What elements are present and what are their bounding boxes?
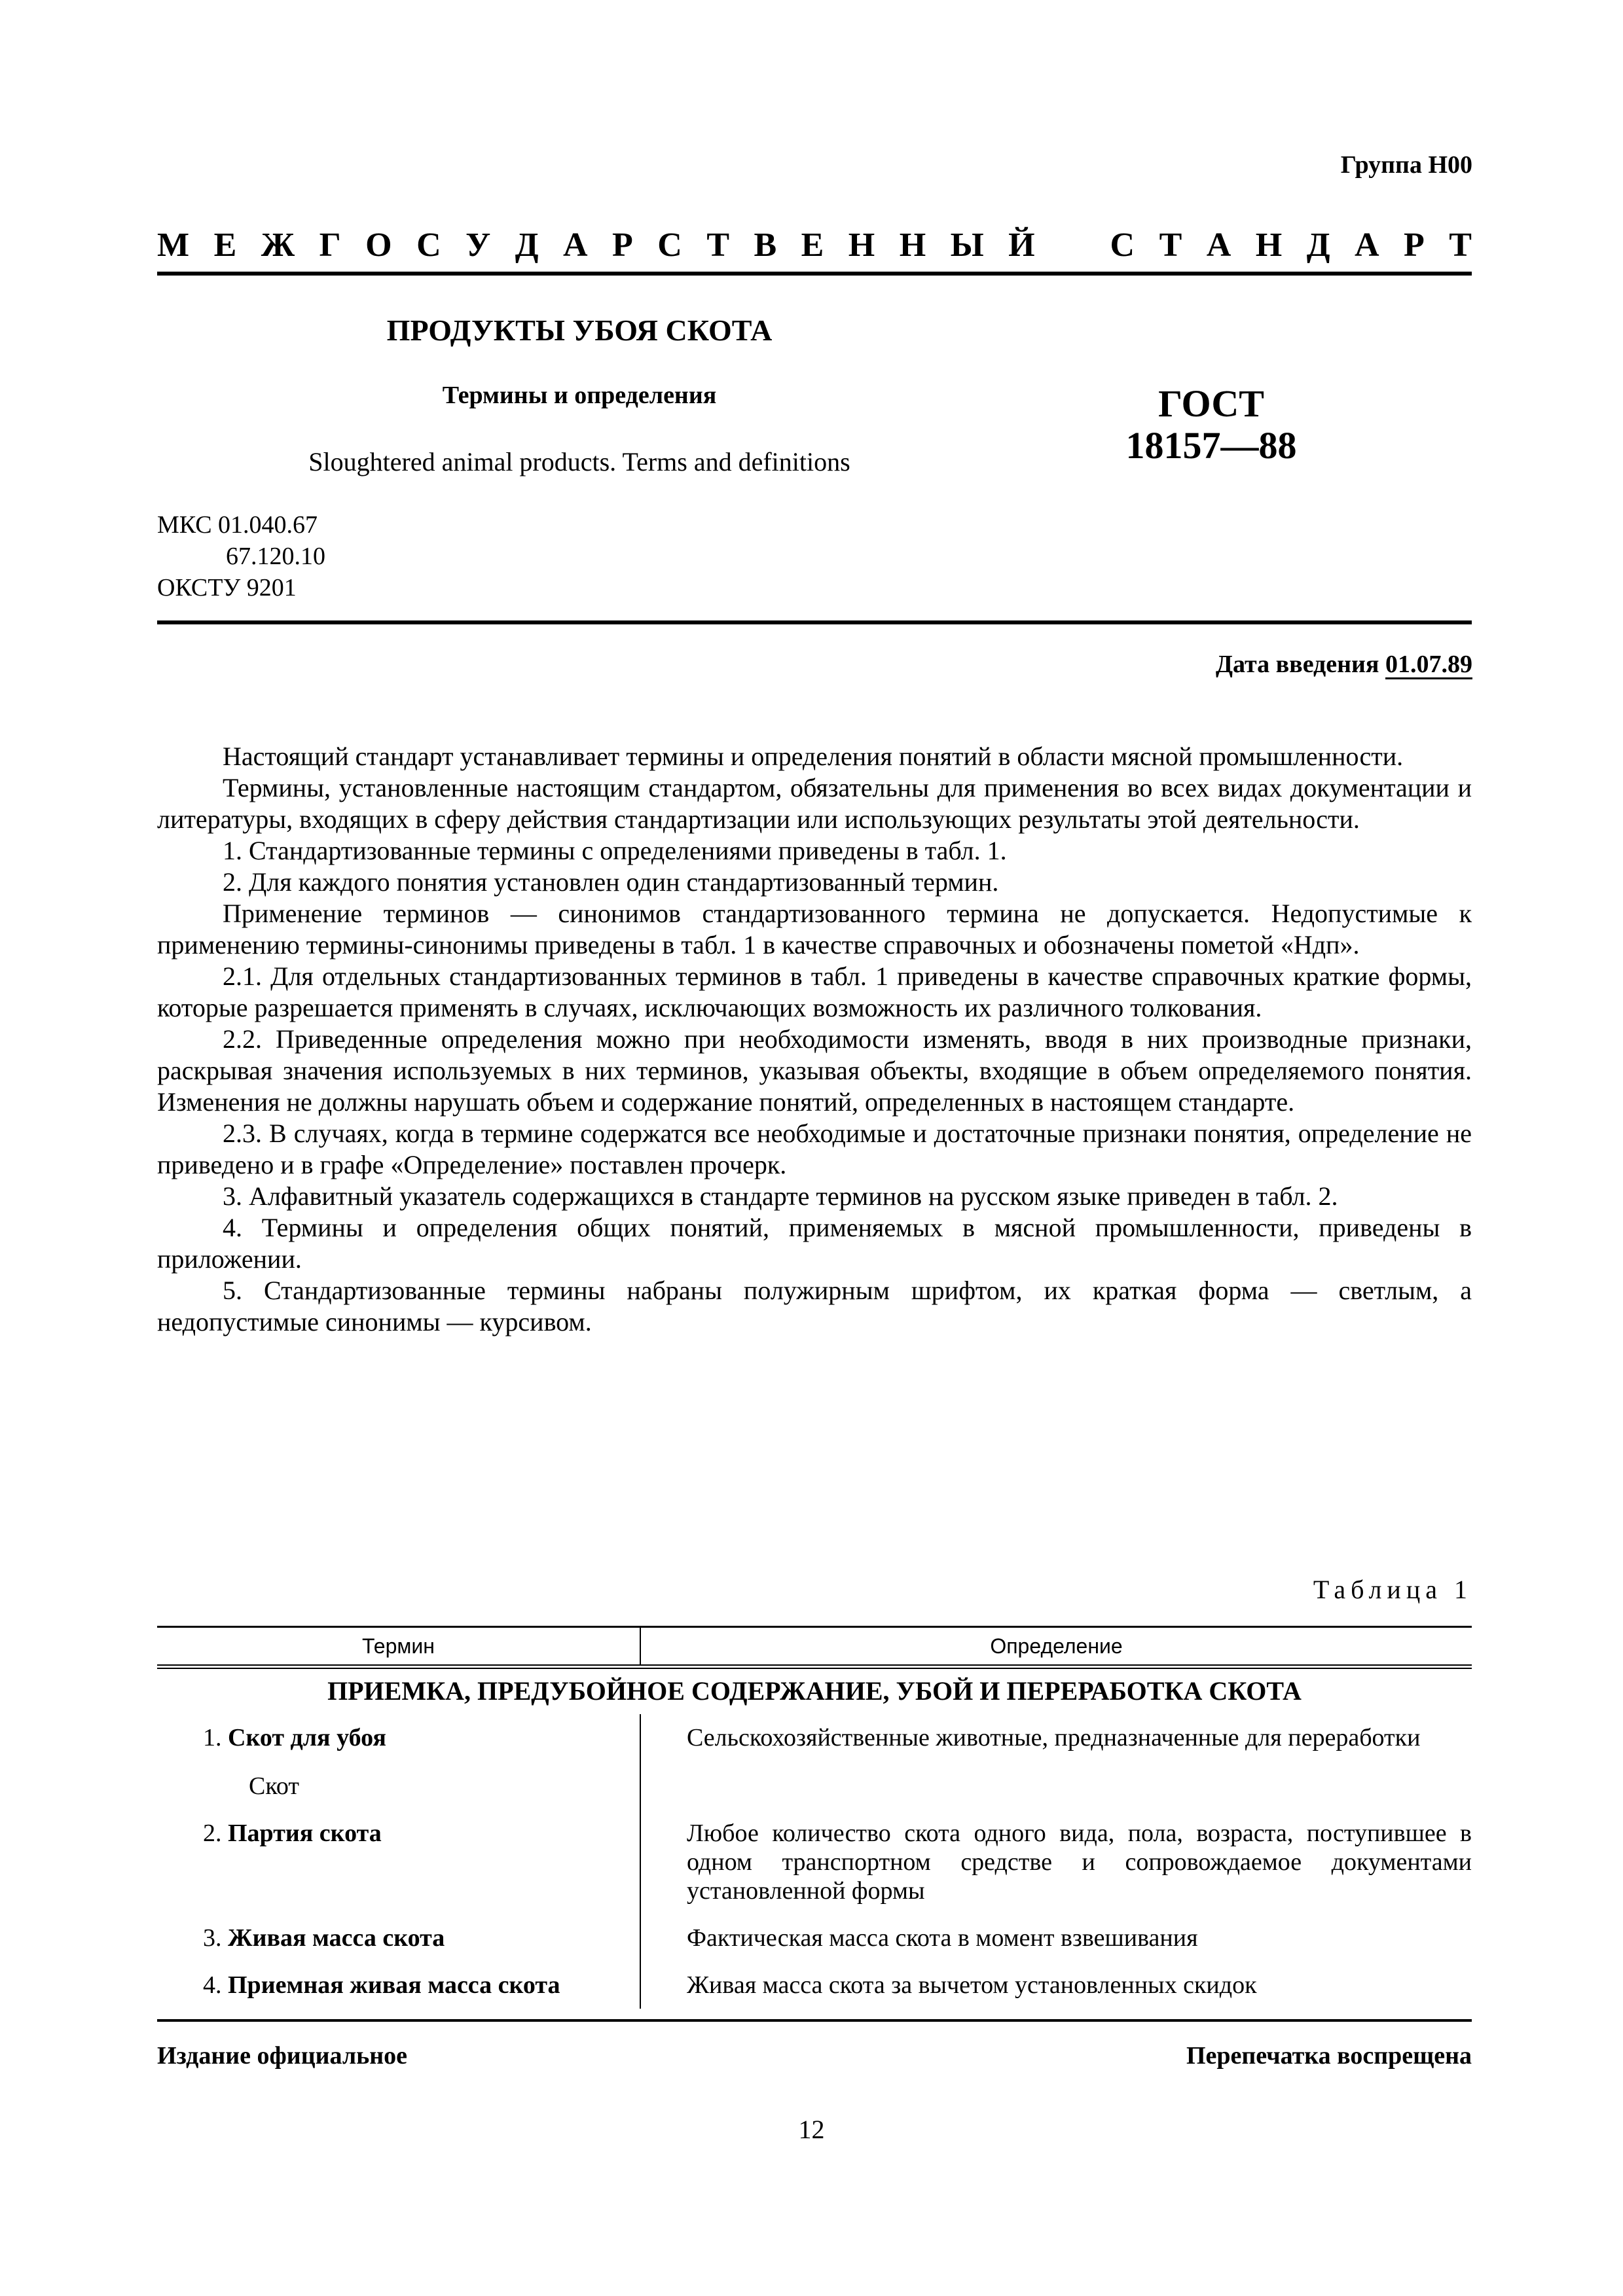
table-caption: Таблица 1 bbox=[1313, 1575, 1472, 1604]
top-rule bbox=[157, 272, 1472, 276]
banner-letter: Р bbox=[612, 226, 633, 264]
banner-letter: Й bbox=[1008, 226, 1035, 264]
banner-letter: М bbox=[157, 226, 190, 264]
banner-letter: Е bbox=[801, 226, 824, 264]
definition-cell: Фактическая масса скота в момент взвешивания bbox=[687, 1924, 1198, 1952]
banner-letter: С bbox=[416, 226, 441, 264]
term-name: Живая масса скота bbox=[228, 1924, 445, 1952]
paragraph: 2.2. Приведенные определения можно при необходимости изменять, вводя в них производные признаки, раскрывая значения используемых в них терминов, указывая объекты, входящие в объем определяемого понятия. Изменения не должны нарушать объем и содержание понятий, определенных в настоящем стандарте. bbox=[157, 1024, 1472, 1117]
banner-letter: Г bbox=[319, 226, 341, 264]
banner-letter: Т bbox=[1159, 226, 1182, 264]
term-number: 2. bbox=[203, 1820, 222, 1847]
paragraph: 4. Термины и определения общих понятий, применяемых в мясной промышленности, приведены в приложении. bbox=[157, 1213, 1472, 1274]
paragraph: 2.1. Для отдельных стандартизованных терминов в табл. 1 приведены в качестве справочных краткие формы, которые разрешается применять в случаях, исключающих возможность их различного толкования. bbox=[157, 961, 1472, 1022]
reprint-prohibited-label: Перепечатка воспрещена bbox=[1186, 2042, 1472, 2070]
body-text bbox=[157, 741, 1472, 1338]
mks-code: МКС 01.040.67 bbox=[157, 511, 318, 539]
page-number: 12 bbox=[798, 2115, 825, 2144]
table-row bbox=[157, 1714, 1472, 1810]
paragraph: 5. Стандартизованные термины набраны полужирным шрифтом, их краткая форма — светлым, а недопустимые синонимы — курсивом. bbox=[157, 1276, 1472, 1336]
banner-letter: В bbox=[754, 226, 777, 264]
term-number: 1. bbox=[203, 1724, 222, 1751]
banner-letter: Р bbox=[1403, 226, 1425, 264]
banner-letter: О bbox=[365, 226, 392, 264]
definition-cell: Сельскохозяйственные животные, предназначенные для переработки bbox=[687, 1724, 1421, 1751]
date-value: 01.07.89 bbox=[1385, 651, 1472, 678]
term-short-form: Скот bbox=[249, 1772, 299, 1800]
banner-letter: А bbox=[1354, 226, 1379, 264]
document-title: ПРОДУКТЫ УБОЯ СКОТА bbox=[386, 314, 773, 347]
gost-label: ГОСТ bbox=[1158, 382, 1264, 425]
banner-letter: Ж bbox=[261, 226, 295, 264]
interstate-standard-banner bbox=[157, 226, 1472, 264]
date-label: Дата введения bbox=[1215, 651, 1379, 678]
okstu-code: ОКСТУ 9201 bbox=[157, 574, 297, 601]
definition-cell: Любое количество скота одного вида, пола, возраста, поступившее в одном транспортном средстве и сопровождаемое документами установленной формы bbox=[687, 1820, 1472, 1905]
banner-letter: А bbox=[563, 226, 588, 264]
definition-cell: Живая масса скота за вычетом установленных скидок bbox=[687, 1971, 1257, 1999]
english-title: Sloughtered animal products. Terms and definitions bbox=[308, 447, 850, 476]
term-name: Партия скота bbox=[228, 1820, 382, 1847]
classification-codes bbox=[157, 509, 325, 603]
section-heading: ПРИЕМКА, ПРЕДУБОЙНОЕ СОДЕРЖАНИЕ, УБОЙ И ПЕРЕРАБОТКА СКОТА bbox=[327, 1676, 1302, 1706]
footer bbox=[157, 2019, 1472, 2070]
banner-letter: Ы bbox=[950, 226, 984, 264]
banner-letter: Н bbox=[899, 226, 926, 264]
term-number: 4. bbox=[203, 1971, 222, 1999]
table-row bbox=[157, 1962, 1472, 2009]
banner-letter: С bbox=[657, 226, 682, 264]
term-cell bbox=[157, 1810, 640, 1914]
banner-letter: Т bbox=[1449, 226, 1472, 264]
group-code: Группа Н00 bbox=[1340, 151, 1472, 179]
banner-letter: Д bbox=[1306, 226, 1330, 264]
gost-designation bbox=[1067, 383, 1355, 467]
document-subtitle: Термины и определения bbox=[442, 382, 717, 409]
header-bottom-rule bbox=[157, 620, 1472, 624]
banner-letter: С bbox=[1110, 226, 1135, 264]
table-row bbox=[157, 1810, 1472, 1914]
paragraph: 1. Стандартизованные термины с определениями приведены в табл. 1. bbox=[223, 836, 1007, 865]
gost-number: 18157—88 bbox=[1125, 424, 1297, 467]
terms-table bbox=[157, 1626, 1472, 2009]
term-cell bbox=[157, 1962, 640, 2009]
official-edition-label: Издание официальное bbox=[157, 2042, 408, 2070]
banner-letter: А bbox=[1206, 226, 1231, 264]
paragraph: Термины, установленные настоящим стандартом, обязательны для применения во всех видах документации и литературы, входящих в сферу действия стандартизации или использующих результаты этой деятельности. bbox=[157, 773, 1472, 834]
banner-letter: Н bbox=[848, 226, 875, 264]
column-header-definition: Определение bbox=[640, 1627, 1472, 1667]
paragraph: 2.3. В случаях, когда в термине содержатся все необходимые и достаточные признаки понятия, определение не приведено и в графе «Определение» поставлен прочерк. bbox=[157, 1119, 1472, 1179]
effective-date bbox=[1216, 650, 1472, 679]
paragraph: 2. Для каждого понятия установлен один стандартизованный термин. bbox=[223, 867, 999, 897]
banner-letter bbox=[1059, 226, 1085, 264]
term-name: Приемная живая масса скота bbox=[228, 1971, 560, 1999]
column-header-term: Термин bbox=[157, 1627, 640, 1667]
banner-letter: Н bbox=[1255, 226, 1283, 264]
paragraph: Настоящий стандарт устанавливает термины и определения понятий в области мясной промышленности. bbox=[223, 742, 1404, 771]
mks-code-2: 67.120.10 bbox=[226, 543, 325, 570]
banner-letter: Д bbox=[515, 226, 539, 264]
term-name: Скот для убоя bbox=[228, 1724, 386, 1751]
table-row bbox=[157, 1914, 1472, 1962]
term-number: 3. bbox=[203, 1924, 222, 1952]
paragraph: Применение терминов — синонимов стандартизованного термина не допускается. Недопустимые к применению термины-синонимы приведены в табл. 1 в качестве справочных и обозначены пометой «Ндп». bbox=[157, 899, 1472, 960]
banner-letter: Е bbox=[213, 226, 237, 264]
paragraph: 3. Алфавитный указатель содержащихся в стандарте терминов на русском языке приведен в табл. 2. bbox=[223, 1181, 1338, 1211]
banner-letter: У bbox=[465, 226, 491, 264]
term-cell bbox=[157, 1714, 640, 1810]
banner-letter: Т bbox=[706, 226, 729, 264]
term-cell bbox=[157, 1914, 640, 1962]
